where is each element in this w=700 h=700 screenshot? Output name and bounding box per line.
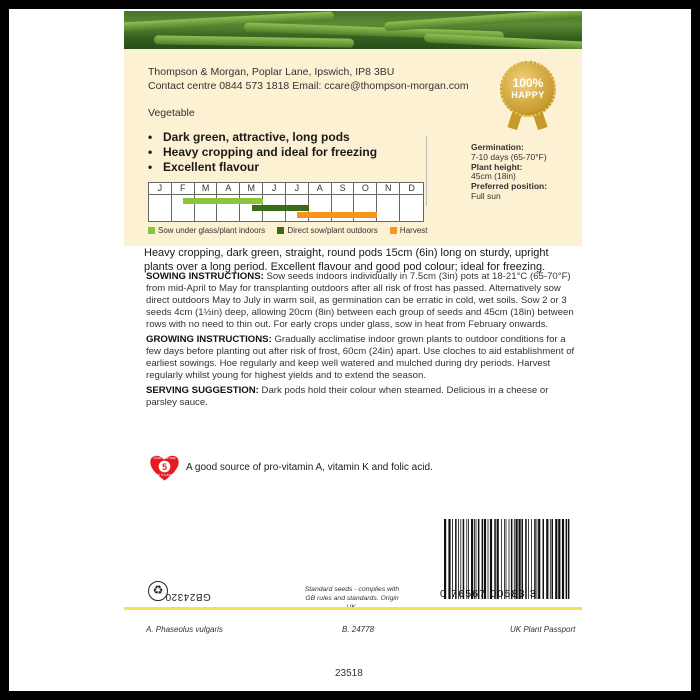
- barcode-bar: [460, 519, 461, 599]
- legend-swatch: [390, 227, 397, 234]
- feature-list: [148, 130, 377, 175]
- calendar-month: O: [355, 183, 378, 221]
- barcode-bar: [482, 519, 484, 599]
- badge-percent: 100%: [512, 76, 544, 90]
- barcode-bar: [511, 519, 513, 599]
- barcode-bar: [509, 519, 510, 599]
- barcode-bar: [468, 519, 469, 599]
- barcode-bar: [531, 519, 532, 599]
- position-value: Full sun: [471, 190, 501, 201]
- calendar-bar: [183, 198, 263, 204]
- contact-line: Contact centre 0844 573 1818 Email: ccare@thompson-morgan.com: [148, 80, 469, 92]
- sowing-instructions: SOWING INSTRUCTIONS: Sow seeds indoors individually in 7.5cm (3in) pots at 18-21°C (65-70°F) from mid-April to May for transplanting outdoors after all risk of frost has passed. Alternatively sow direct outdoors May to July in warm soil, as germination can be erratic in cold, wet soils. Sow 2 or 3 seeds 4cm (1½in) deep, allowing 20cm (8in) between each group of seeds and 45cm (18in) between rows with no need to thin out. For early crops under glass, sow in heat from February onwards.: [146, 271, 574, 330]
- barcode-bar: [550, 519, 551, 599]
- five-a-day-top: Grow your way: [153, 455, 176, 460]
- height-label: Plant height:: [471, 161, 523, 172]
- barcode-bar: [543, 519, 545, 599]
- barcode-bar: [504, 519, 505, 599]
- legend-item-sow-outdoors: Direct sow/plant outdoors: [277, 226, 377, 235]
- serial-number: 23518: [335, 668, 363, 679]
- barcode-bar: [525, 519, 527, 599]
- barcode-bar: [552, 519, 554, 599]
- calendar-month: F: [172, 183, 195, 221]
- standard-seeds-note: Standard seeds - complies with GB rules and standards. Origin: [304, 586, 400, 602]
- calendar-month: M: [240, 183, 263, 221]
- barcode-bar: [494, 519, 496, 599]
- sowing-calendar: [148, 182, 424, 222]
- position-label: Preferred position:: [471, 181, 548, 192]
- five-a-day-heart-icon: [148, 451, 181, 484]
- legend-item-sow-indoors: Sow under glass/plant indoors: [148, 226, 265, 235]
- calendar-bar: [252, 205, 309, 211]
- batch-number: B. 24778: [342, 625, 375, 634]
- calendar-month: J: [263, 183, 286, 221]
- category-label: Vegetable: [148, 107, 195, 119]
- barcode-bar: [568, 519, 570, 599]
- calendar-legend: [148, 226, 437, 235]
- legend-swatch: [277, 227, 284, 234]
- barcode-bar: [534, 519, 536, 599]
- serving-suggestion: SERVING SUGGESTION: Dark pods hold their colour when steamed. Delicious in a cheese or parsley sauce.: [146, 385, 549, 408]
- yellow-rule: [124, 607, 582, 610]
- calendar-month: N: [377, 183, 400, 221]
- barcode-bar: [537, 519, 538, 599]
- barcode-bar: [497, 519, 499, 599]
- divider: [426, 136, 427, 206]
- growing-instructions: GROWING INSTRUCTIONS: Gradually acclimatise indoor grown plants to outdoor conditions for a few days before planting out after risk of frost, 60cm (24in) apart. Use cloches to aid establishment of earliest sowings. Hoe regularly and keep well watered and mulched during dry periods. Harvest regularly whilst young for highest yields and to extend the season.: [146, 334, 575, 381]
- product-code: GB24320: [165, 591, 211, 602]
- calendar-month: A: [218, 183, 241, 221]
- barcode-bar: [476, 519, 477, 599]
- barcode-bar: [474, 519, 475, 599]
- barcode-bar: [501, 519, 502, 599]
- barcode-bar: [546, 519, 548, 599]
- seed-packet-back: [124, 11, 582, 611]
- calendar-bar: [297, 212, 377, 218]
- legend-swatch: [148, 227, 155, 234]
- info-panel: [124, 49, 582, 246]
- barcode-bar: [463, 519, 465, 599]
- barcode-bar: [516, 519, 518, 599]
- barcode-bar: [448, 519, 450, 599]
- plant-passport: UK Plant Passport: [510, 625, 576, 634]
- instructions: [146, 271, 576, 412]
- barcode-bar: [528, 519, 529, 599]
- calendar-month: J: [286, 183, 309, 221]
- height-value: 45cm (18in): [471, 171, 516, 182]
- barcode-bar: [478, 519, 480, 599]
- barcode-bar: [484, 519, 486, 599]
- nutrition-note: A good source of pro-vitamin A, vitamin K and folic acid.: [186, 462, 433, 473]
- badge-label: HAPPY: [511, 90, 545, 100]
- bean-photo-header: [124, 11, 582, 49]
- address-line: Thompson & Morgan, Poplar Lane, Ipswich, IP8 3BU: [148, 66, 395, 78]
- germination-label: Germination:: [471, 142, 524, 152]
- feature-item: • Dark green, attractive, long pods: [148, 130, 377, 145]
- barcode-number: 0 76567 00583 3: [440, 588, 537, 600]
- product-description: Heavy cropping, dark green, straight, round pods 15cm (6in) long on sturdy, upright plants over a long period. Excellent flavour and good pod colour; ideal for freezing.: [144, 247, 549, 273]
- barcode-bar: [506, 519, 507, 599]
- barcode-bar: [566, 519, 568, 599]
- barcode-bar: [562, 519, 564, 599]
- growing-info: [471, 143, 547, 202]
- barcode-bar: [444, 519, 446, 599]
- legend-item-harvest: Harvest: [390, 226, 428, 235]
- barcode: [442, 519, 570, 599]
- feature-item: • Heavy cropping and ideal for freezing: [148, 145, 377, 160]
- calendar-month: M: [195, 183, 218, 221]
- barcode-bar: [490, 519, 492, 599]
- barcode-bar: [538, 519, 540, 599]
- barcode-bar: [555, 519, 557, 599]
- feature-item: • Excellent flavour: [148, 160, 377, 175]
- germination-value: 7-10 days (65-70°F): [471, 151, 547, 162]
- calendar-divider: [149, 194, 423, 195]
- calendar-month: A: [309, 183, 332, 221]
- barcode-bar: [455, 519, 457, 599]
- barcode-bar: [458, 519, 459, 599]
- barcode-bar: [452, 519, 453, 599]
- happy-badge: [500, 61, 556, 117]
- barcode-bar: [519, 519, 521, 599]
- barcode-bar: [471, 519, 473, 599]
- company-address: [148, 65, 469, 93]
- five-a-day-number: 5: [162, 461, 167, 472]
- species-name: A. Phaseolus vulgaris: [146, 625, 223, 634]
- calendar-month: S: [332, 183, 355, 221]
- barcode-bar: [514, 519, 515, 599]
- barcode-bar: [488, 519, 489, 599]
- barcode-bar: [558, 519, 560, 599]
- barcode-bar: [466, 519, 467, 599]
- five-a-day-bottom: to 5 a day: [157, 473, 172, 478]
- barcode-bar: [522, 519, 524, 599]
- recycle-icon: ♻: [148, 581, 168, 601]
- calendar-month: J: [149, 183, 172, 221]
- calendar-month: D: [408, 183, 415, 193]
